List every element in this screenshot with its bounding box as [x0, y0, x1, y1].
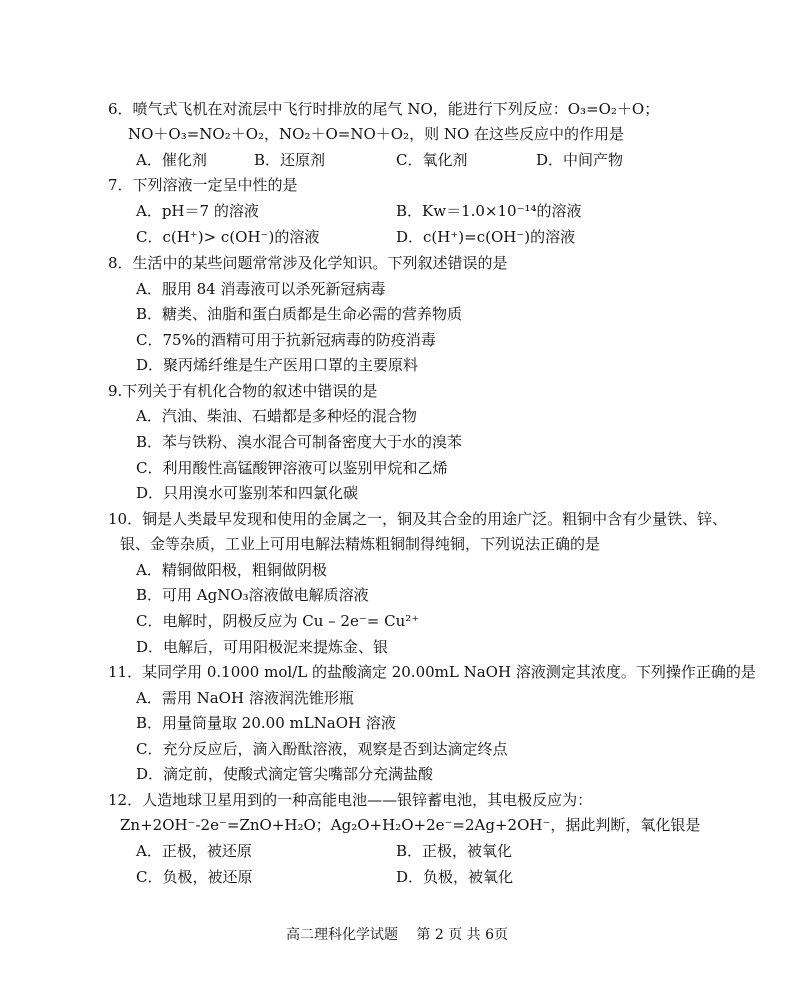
question-7-option-c: C．c(H⁺)> c(OH⁻)的溶液 — [136, 228, 320, 246]
question-9-option-b: B．苯与铁粉、溴水混合可制备密度大于水的溴苯 — [136, 433, 463, 451]
question-12-stem-line-2: Zn+2OH⁻-2e⁻=ZnO+H₂O；Ag₂O+H₂O+2e⁻=2Ag+2OH⁻，据此判断，氧化银是 — [120, 816, 701, 834]
question-6-stem-line-2: NO＋O₃=NO₂＋O₂，NO₂＋O=NO＋O₂，则 NO 在这些反应中的作用是 — [128, 125, 625, 143]
question-9-option-d: D．只用溴水可鉴别苯和四氯化碳 — [136, 484, 359, 502]
question-10-stem-line-1: 10．铜是人类最早发现和使用的金属之一，铜及其合金的用途广泛。粗铜中含有少量铁、锌、 — [108, 510, 728, 528]
question-11-option-c: C．充分反应后，滴入酚酞溶液，观察是否到达滴定终点 — [136, 740, 508, 758]
question-12-option-b: B．正极，被氧化 — [396, 842, 513, 860]
question-11-option-a: A．需用 NaOH 溶液润洗锥形瓶 — [136, 689, 354, 707]
question-6-option-c: C．氧化剂 — [396, 151, 468, 169]
question-7-option-b: B．Kw＝1.0×10⁻¹⁴的溶液 — [396, 202, 582, 220]
question-8-stem: 8．生活中的某些问题常常涉及化学知识。下列叙述错误的是 — [108, 254, 508, 272]
question-7-stem: 7．下列溶液一定呈中性的是 — [108, 176, 298, 194]
question-8-option-d: D．聚丙烯纤维是生产医用口罩的主要原料 — [136, 356, 419, 374]
question-10-option-d: D．电解后，可用阳极泥来提炼金、银 — [136, 638, 389, 656]
question-6-option-b: B．还原剂 — [254, 151, 326, 169]
page-footer: 高二理科化学试题 第 2 页 共 6页 — [285, 927, 509, 943]
question-9-option-c: C．利用酸性高锰酸钾溶液可以鉴别甲烷和乙烯 — [136, 459, 448, 477]
question-6-option-a: A．催化剂 — [136, 151, 207, 169]
question-12-stem-line-1: 12．人造地球卫星用到的一种高能电池——银锌蓄电池，其电极反应为： — [108, 791, 593, 809]
question-8-option-b: B．糖类、油脂和蛋白质都是生命必需的营养物质 — [136, 305, 463, 323]
question-9-stem: 9.下列关于有机化合物的叙述中错误的是 — [108, 382, 378, 400]
question-8-option-a: A．服用 84 消毒液可以杀死新冠病毒 — [136, 280, 386, 298]
question-11-stem: 11．某同学用 0.1000 mol/L 的盐酸滴定 20.00mL NaOH 溶液测定其浓度。下列操作正确的是 — [108, 663, 756, 681]
question-12-option-d: D．负极，被氧化 — [396, 868, 514, 886]
question-10-option-a: A．精铜做阳极，粗铜做阴极 — [136, 561, 327, 579]
question-12-option-a: A．正极，被还原 — [136, 842, 252, 860]
question-11-option-d: D．滴定前，使酸式滴定管尖嘴部分充满盐酸 — [136, 765, 434, 783]
question-9-option-a: A．汽油、柴油、石蜡都是多种烃的混合物 — [136, 407, 417, 425]
question-7-option-d: D．c(H⁺)=c(OH⁻)的溶液 — [396, 228, 576, 246]
question-12-option-c: C．负极，被还原 — [136, 868, 253, 886]
question-10-option-c: C．电解时，阴极反应为 Cu – 2e⁻= Cu²⁺ — [136, 612, 420, 630]
question-8-option-c: C．75%的酒精可用于抗新冠病毒的防疫消毒 — [136, 331, 436, 349]
question-6-stem-line-1: 6．喷气式飞机在对流层中飞行时排放的尾气 NO，能进行下列反应：O₃=O₂＋O； — [108, 100, 660, 118]
question-10-option-b: B．可用 AgNO₃溶液做电解质溶液 — [136, 586, 369, 604]
question-6-option-d: D．中间产物 — [536, 151, 624, 169]
question-7-option-a: A．pH＝7 的溶液 — [136, 202, 259, 220]
question-11-option-b: B．用量筒量取 20.00 mLNaOH 溶液 — [136, 714, 396, 732]
question-10-stem-line-2: 银、金等杂质，工业上可用电解法精炼粗铜制得纯铜，下列说法正确的是 — [120, 535, 601, 553]
